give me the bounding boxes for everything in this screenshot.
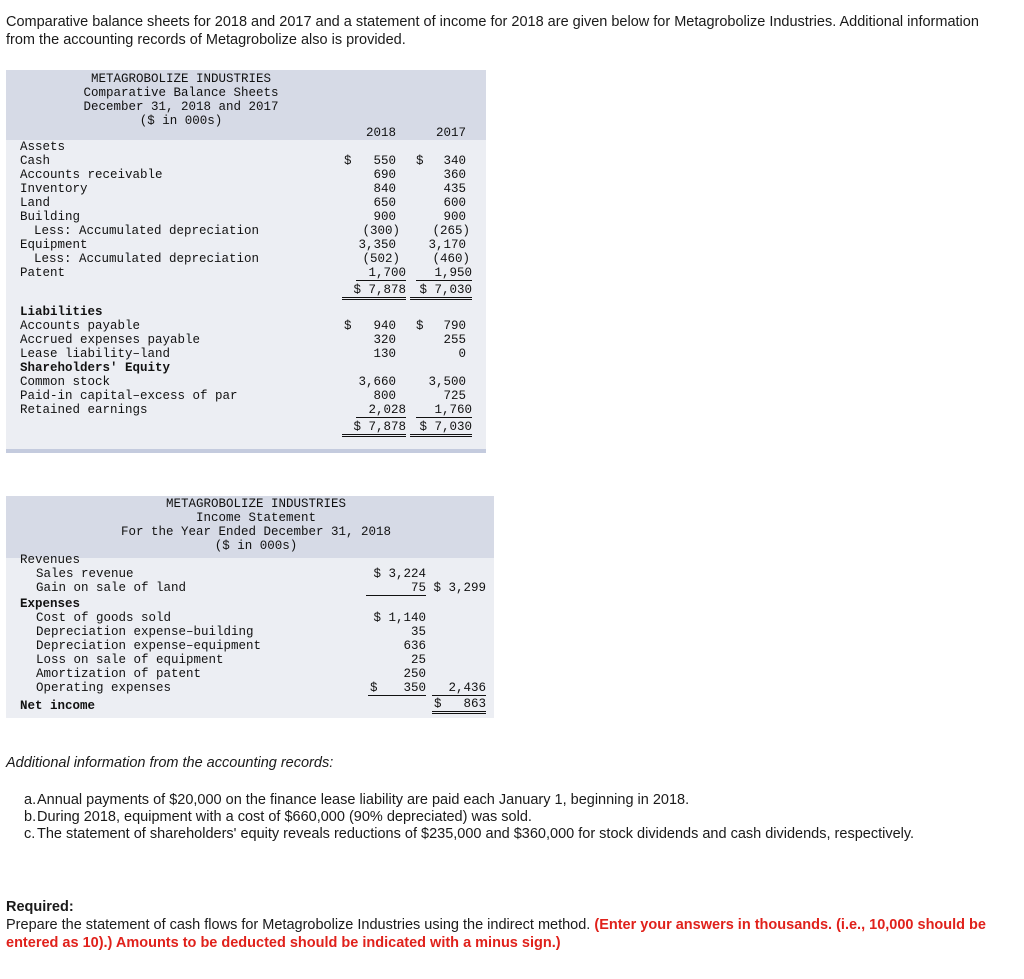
bs-label: Cash	[20, 154, 51, 168]
bs-label: Less: Accumulated depreciation	[34, 224, 260, 238]
bs-row	[6, 319, 486, 333]
bs-value-2018: 840	[373, 182, 396, 196]
bs-assets-heading: Assets	[20, 140, 66, 154]
bs-value-2017: 3,500	[428, 375, 466, 389]
list-item-tag: b.	[24, 809, 37, 825]
list-item	[24, 792, 974, 809]
is-row	[6, 625, 494, 639]
bs-equity-heading: Shareholders' Equity	[20, 361, 171, 375]
is-title-name: Income Statement	[195, 511, 317, 525]
bs-row	[6, 154, 486, 168]
bs-value-2018: (300)	[362, 224, 400, 238]
is-label: Sales revenue	[36, 567, 134, 581]
is-dollar: $	[370, 681, 378, 695]
bs-total-assets-2017: $ 7,030	[410, 283, 472, 300]
bs-value-2018: 320	[373, 333, 396, 347]
bs-label: Accounts payable	[20, 319, 141, 333]
is-title-units: ($ in 000s)	[214, 539, 298, 553]
list-item	[24, 809, 974, 826]
is-label: Amortization of patent	[36, 667, 202, 681]
bs-total-assets-2018: $ 7,878	[342, 283, 406, 300]
is-row	[6, 567, 494, 581]
is-total-expenses: 2,436	[432, 681, 486, 696]
income-statement-panel	[6, 496, 494, 718]
bs-value-2018: 130	[373, 347, 396, 361]
bs-dollar-2017: $	[416, 154, 424, 168]
is-label: Depreciation expense–equipment	[36, 639, 262, 653]
bs-value-2018: 650	[373, 196, 396, 210]
bs-value-2017: 0	[458, 347, 466, 361]
is-label: Depreciation expense–building	[36, 625, 254, 639]
is-net-income-cell	[432, 697, 486, 714]
is-net-income-value: 863	[463, 697, 486, 711]
bs-retained-2017: 1,760	[416, 403, 472, 418]
bs-label: Patent	[20, 266, 66, 280]
bs-liabilities-heading: Liabilities	[20, 305, 103, 319]
bs-value-2017: 435	[443, 182, 466, 196]
required-section	[6, 898, 1016, 952]
is-revenues-heading: Revenues	[20, 553, 81, 567]
bs-label: Paid-in capital–excess of par	[20, 389, 238, 403]
list-item-tag: c.	[24, 826, 36, 842]
bs-total-le-2017: $ 7,030	[410, 420, 472, 437]
bs-patent-2018: 1,700	[356, 266, 406, 281]
is-dollar: $	[434, 697, 442, 711]
bs-label: Common stock	[20, 375, 111, 389]
bs-row	[6, 182, 486, 196]
bs-row	[6, 403, 486, 417]
bs-value-2018: 940	[373, 319, 396, 333]
bs-row	[6, 224, 486, 238]
bs-row	[6, 210, 486, 224]
bs-retained-2018: 2,028	[356, 403, 406, 418]
is-amount: 35	[410, 625, 426, 639]
list-item	[24, 826, 974, 843]
bs-dollar-2017: $	[416, 319, 424, 333]
is-row	[6, 639, 494, 653]
bs-row	[6, 238, 486, 252]
is-amount: 636	[403, 639, 426, 653]
bs-value-2017: 3,170	[428, 238, 466, 252]
bs-label: Building	[20, 210, 81, 224]
is-total-revenues: $ 3,299	[433, 581, 486, 595]
is-gain-amount: 75	[366, 581, 426, 596]
list-item-text: Annual payments of $20,000 on the finance lease liability are paid each January 1, beginning in 2018.	[37, 792, 690, 808]
bs-patent-2017: 1,950	[416, 266, 472, 281]
list-item-tag: a.	[24, 792, 37, 808]
bs-value-2018: 690	[373, 168, 396, 182]
bs-value-2018: 3,350	[358, 238, 396, 252]
bs-dollar-2018: $	[344, 154, 352, 168]
list-item-text: The statement of shareholders' equity reveals reductions of $235,000 and $360,000 for stock dividends and cash dividends, respectively.	[37, 826, 915, 842]
bs-label: Lease liability–land	[20, 347, 171, 361]
bs-dollar-2018: $	[344, 319, 352, 333]
bs-bottom-bar	[6, 449, 486, 453]
bs-label: Accounts receivable	[20, 168, 163, 182]
bs-row	[6, 347, 486, 361]
bs-value-2018: (502)	[362, 252, 400, 266]
bs-value-2017: 340	[443, 154, 466, 168]
bs-value-2017: (460)	[432, 252, 470, 266]
bs-row	[6, 389, 486, 403]
bs-row	[6, 196, 486, 210]
bs-label: Accrued expenses payable	[20, 333, 201, 347]
is-label: Loss on sale of equipment	[36, 653, 224, 667]
bs-row	[6, 252, 486, 266]
bs-row	[6, 333, 486, 347]
bs-title-name: Comparative Balance Sheets	[83, 86, 279, 100]
is-operating-cell	[368, 681, 426, 696]
is-amount: $ 1,140	[373, 611, 426, 625]
bs-title-units: ($ in 000s)	[139, 114, 223, 128]
bs-value-2017: 600	[443, 196, 466, 210]
bs-row	[6, 266, 486, 280]
is-amount: 250	[403, 667, 426, 681]
required-instruction: (Enter your answers in thousands. (i.e., 10,000 should be entered as 10).) Amounts to be deducted should be indicated with a minus sign.)	[6, 917, 986, 951]
intro-text: Comparative balance sheets for 2018 and 2017 and a statement of income for 2018 are given below for Metagrobolize Industries. Additional information from the accounting records of Metagrobolize also is provided.	[6, 14, 979, 48]
additional-info-list	[24, 792, 974, 843]
bs-value-2018: 900	[373, 210, 396, 224]
bs-value-2017: 790	[443, 319, 466, 333]
bs-title-company: METAGROBOLIZE INDUSTRIES	[90, 72, 272, 86]
bs-value-2017: 900	[443, 210, 466, 224]
required-heading: Required:	[6, 899, 74, 915]
bs-value-2017: (265)	[432, 224, 470, 238]
bs-value-2017: 255	[443, 333, 466, 347]
is-amount: 25	[410, 653, 426, 667]
bs-year-2018: 2018	[365, 126, 396, 140]
is-net-income-label: Net income	[20, 699, 96, 713]
is-amount: $ 3,224	[373, 567, 426, 581]
additional-info-heading: Additional information from the accounting records:	[6, 755, 334, 771]
bs-value-2018: 800	[373, 389, 396, 403]
bs-title-date: December 31, 2018 and 2017	[83, 100, 279, 114]
bs-year-2017: 2017	[435, 126, 466, 140]
bs-value-2017: 725	[443, 389, 466, 403]
is-title-company: METAGROBOLIZE INDUSTRIES	[165, 497, 347, 511]
bs-label: Retained earnings	[20, 403, 148, 417]
is-expenses-heading: Expenses	[20, 597, 81, 611]
bs-label: Land	[20, 196, 51, 210]
bs-value-2018: 550	[373, 154, 396, 168]
bs-label: Inventory	[20, 182, 88, 196]
is-operating-amount: 350	[403, 681, 426, 695]
bs-value-2017: 360	[443, 168, 466, 182]
is-label: Gain on sale of land	[36, 581, 187, 595]
is-label: Cost of goods sold	[36, 611, 172, 625]
list-item-text: During 2018, equipment with a cost of $660,000 (90% depreciated) was sold.	[37, 809, 532, 825]
bs-row	[6, 168, 486, 182]
is-row	[6, 611, 494, 625]
is-label: Operating expenses	[36, 681, 172, 695]
required-text: Prepare the statement of cash flows for Metagrobolize Industries using the indirect method.	[6, 917, 591, 933]
is-row	[6, 653, 494, 667]
bs-label: Equipment	[20, 238, 88, 252]
is-title-period: For the Year Ended December 31, 2018	[120, 525, 392, 539]
bs-row	[6, 375, 486, 389]
bs-label: Less: Accumulated depreciation	[34, 252, 260, 266]
bs-value-2018: 3,660	[358, 375, 396, 389]
is-row	[6, 667, 494, 681]
bs-total-le-2018: $ 7,878	[342, 420, 406, 437]
balance-sheet-panel	[6, 70, 486, 453]
